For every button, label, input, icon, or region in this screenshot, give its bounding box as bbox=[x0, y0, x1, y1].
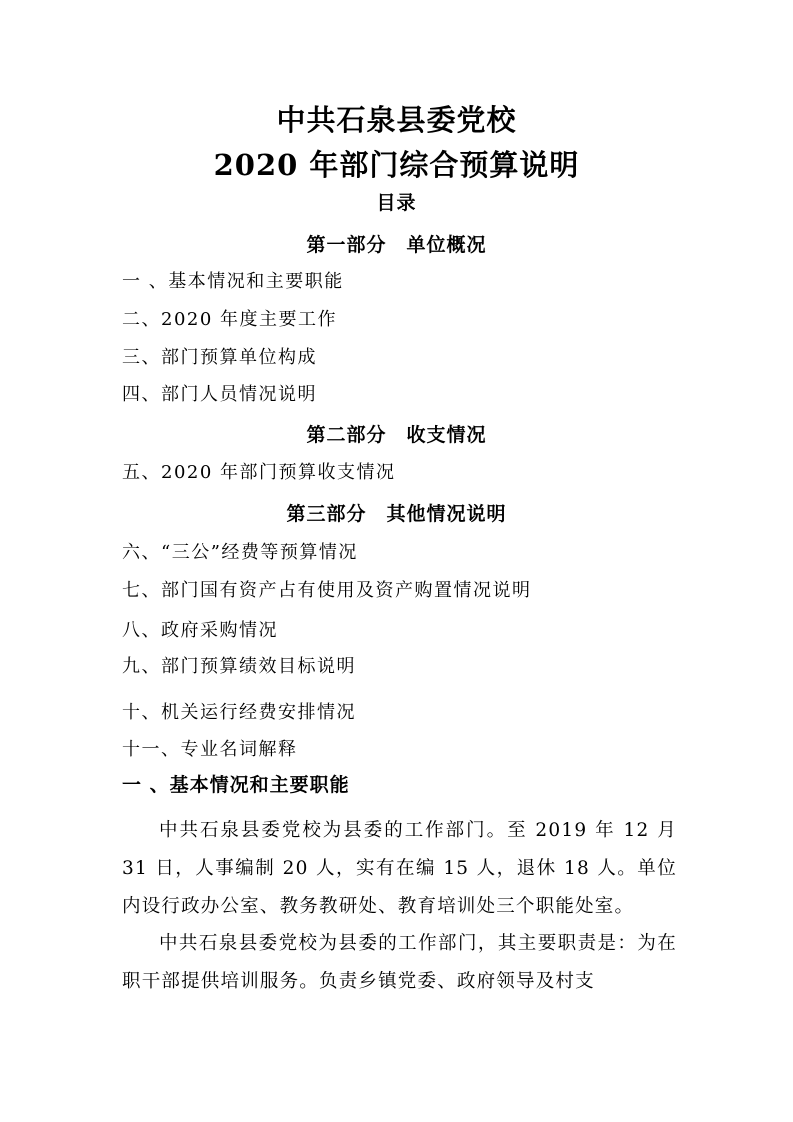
toc-part-2-heading: 第二部分 收支情况 bbox=[306, 424, 487, 446]
document-title-line2: 2020 年部门综合预算说明 bbox=[213, 148, 580, 182]
toc-part-3-heading: 第三部分 其他情况说明 bbox=[286, 503, 507, 525]
section-1-paragraph-1: 中共石泉县委党校为县委的工作部门。至 2019 年 12 月 31 日，人事编制 20 人，实有在编 15 人，退休 18 人。单位内设行政办公室、教务教研处、教育培训处三个职能处室。 bbox=[122, 820, 677, 917]
toc-part-1-heading: 第一部分 单位概况 bbox=[306, 234, 487, 256]
toc-item: 十一、专业名词解释 bbox=[122, 739, 298, 760]
toc-item: 六、“三公”经费等预算情况 bbox=[122, 542, 358, 563]
toc-item: 三、部门预算单位构成 bbox=[122, 347, 317, 368]
toc-item: 十、机关运行经费安排情况 bbox=[122, 702, 356, 723]
document-title-line1: 中共石泉县委党校 bbox=[276, 103, 517, 137]
toc-item: 九、部门预算绩效目标说明 bbox=[122, 656, 356, 677]
toc-item: 四、部门人员情况说明 bbox=[122, 384, 317, 405]
section-1-title: 一 、基本情况和主要职能 bbox=[122, 774, 350, 796]
toc-item: 一 、基本情况和主要职能 bbox=[122, 271, 344, 292]
toc-item: 八、政府采购情况 bbox=[122, 620, 278, 641]
toc-heading: 目录 bbox=[376, 192, 417, 214]
toc-item: 五、2020 年部门预算收支情况 bbox=[122, 462, 396, 483]
toc-item: 二、2020 年度主要工作 bbox=[122, 309, 338, 330]
toc-item: 七、部门国有资产占有使用及资产购置情况说明 bbox=[122, 580, 532, 601]
section-1-paragraph-2: 中共石泉县委党校为县委的工作部门，其主要职责是：为在职干部提供培训服务。负责乡镇党委、政府领导及村支 bbox=[122, 933, 677, 992]
